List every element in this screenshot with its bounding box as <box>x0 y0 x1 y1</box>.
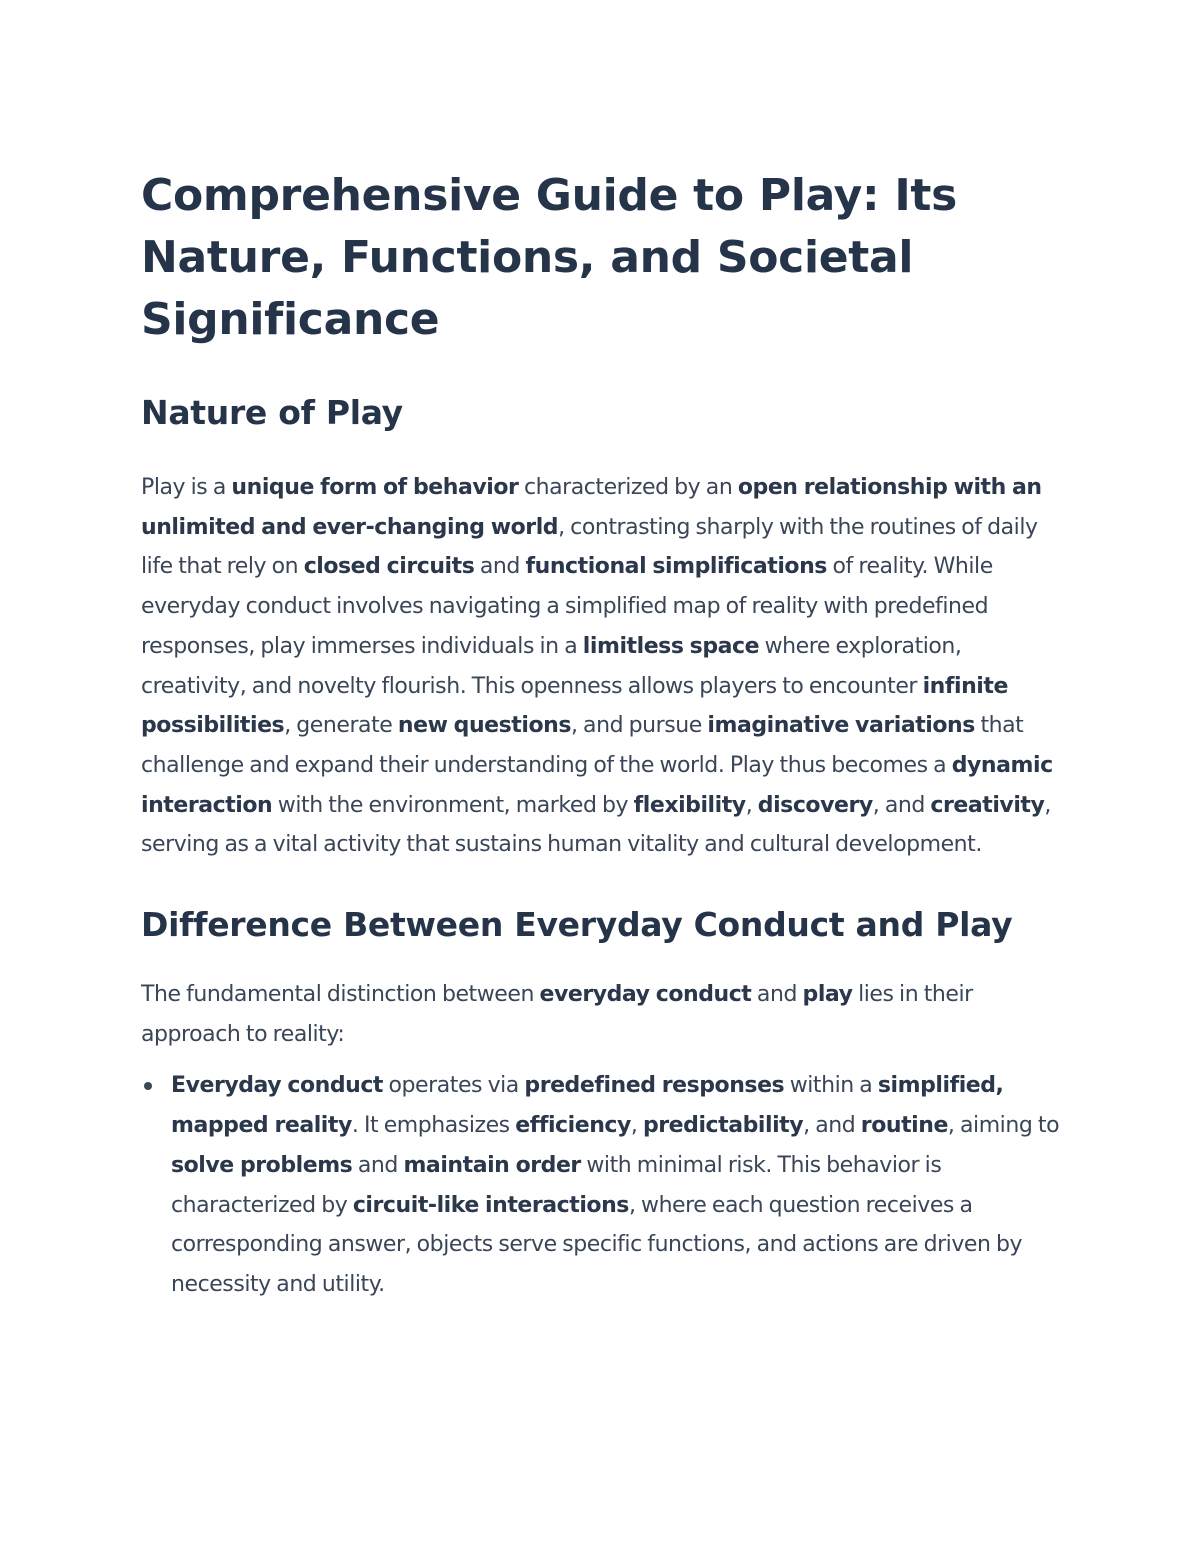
nature-of-play-paragraph: Play is a unique form of behavior characterized by an open relationship with an unlimited and ever-changing world, contrasting sharply with the routines of daily life that rely on closed circuits and functional simplifications of reality. While everyday conduct involves navigating a simplified map of reality with predefined responses, play immerses individuals in a limitless space where exploration, creativity, and novelty flourish. This openness allows players to encounter infinite possibilities, generate new questions, and pursue imaginative variations that challenge and expand their understanding of the world. Play thus becomes a dynamic interaction with the environment, marked by flexibility, discovery, and creativity, serving as a vital activity that sustains human vitality and cultural development. <box>141 475 1053 858</box>
list-item-everyday-conduct: Everyday conduct operates via predefined responses within a simplified, mapped reality. It emphasizes efficiency, predictability, and routine, aiming to solve problems and maintain order with minimal risk. This behavior is characterized by circuit-like interactions, where each question receives a corresponding answer, objects serve specific functions, and actions are driven by necessity and utility. <box>141 1066 1060 1304</box>
section-heading-nature-of-play: Nature of Play <box>141 393 403 432</box>
difference-list <box>141 1066 1060 1304</box>
document-title: Comprehensive Guide to Play: Its Nature, Functions, and Societal Significance <box>141 170 958 345</box>
section-heading-difference: Difference Between Everyday Conduct and Play <box>141 905 1013 945</box>
bullet-icon <box>144 1082 152 1090</box>
difference-intro-paragraph: The fundamental distinction between everyday conduct and play lies in their approach to reality: <box>141 982 973 1047</box>
